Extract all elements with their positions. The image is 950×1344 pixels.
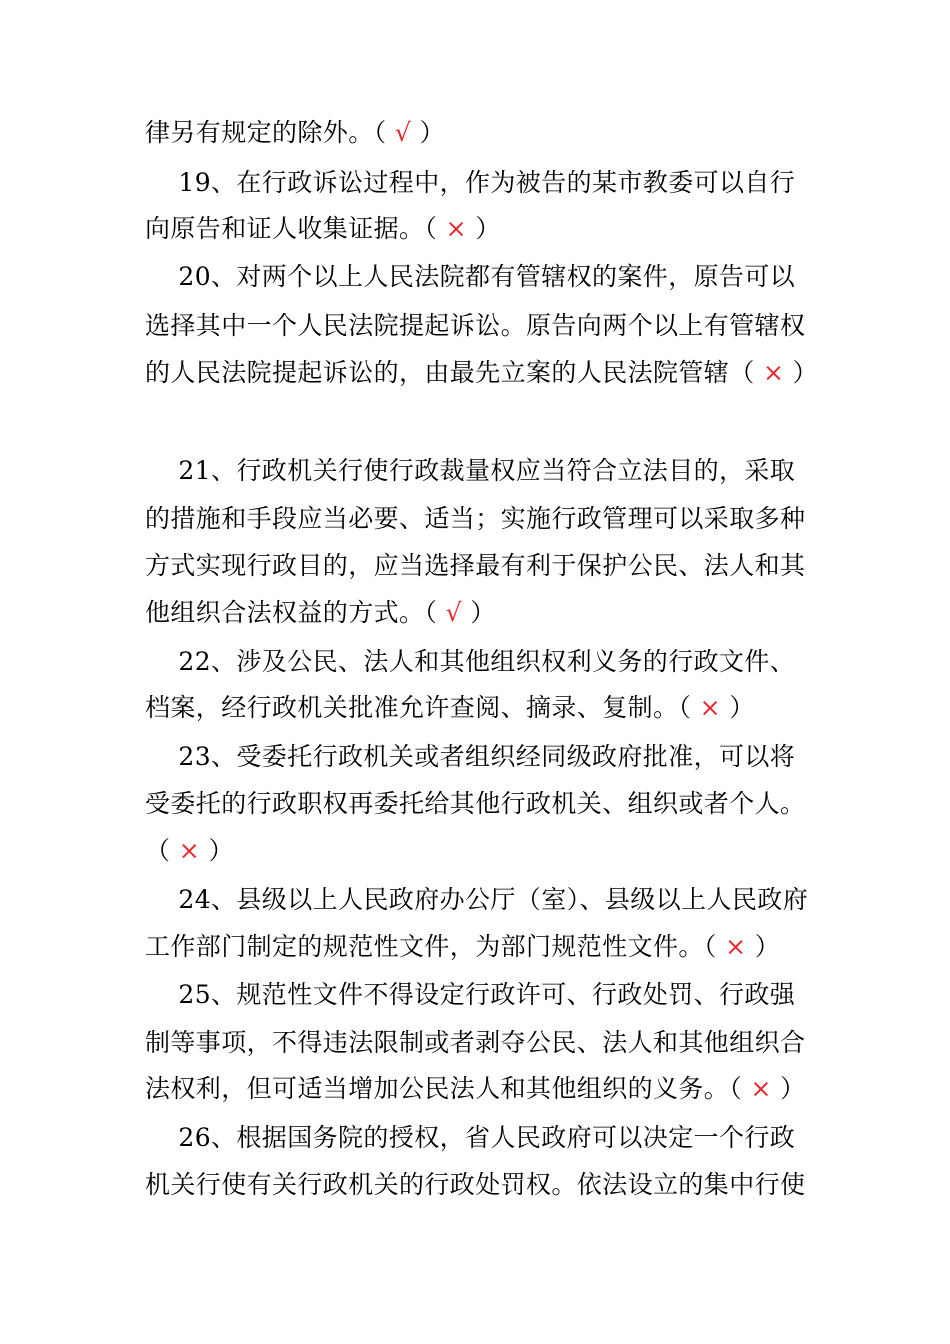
text-line — [145, 742, 795, 772]
correct-mark: √ — [445, 598, 462, 627]
question-21-text: 21、行政机关行使行政裁量权应当符合立法目的，采取 — [145, 456, 796, 485]
line-text-end: ） — [467, 214, 501, 243]
line-text-end: ） — [411, 118, 445, 147]
question-20-text: 20、对两个以上人民法院都有管辖权的案件，原告可以 — [145, 262, 796, 291]
text-line — [145, 836, 234, 866]
text-line — [145, 214, 501, 244]
line-text: 工作部门制定的规范性文件，为部门规范性文件。（ — [145, 932, 726, 961]
text-line — [145, 1074, 806, 1104]
question-19-text: 19、在行政诉讼过程中，作为被告的某市教委可以自行 — [145, 168, 796, 197]
text-line — [145, 1170, 805, 1200]
text-line — [145, 118, 445, 148]
question-22-text: 22、涉及公民、法人和其他组织权利义务的行政文件、 — [145, 647, 796, 676]
wrong-mark: × — [445, 214, 468, 243]
line-text-end: ） — [462, 598, 496, 627]
text-line — [145, 358, 818, 388]
text-line — [145, 932, 780, 962]
line-text: 律另有规定的除外。（ — [145, 118, 395, 147]
text-line — [145, 693, 755, 723]
text-line — [145, 598, 496, 628]
text-line — [145, 262, 795, 292]
line-text: 档案，经行政机关批准允许查阅、摘录、复制。（ — [145, 693, 700, 722]
line-text: 的措施和手段应当必要、适当；实施行政管理可以采取多种 — [145, 504, 806, 533]
text-line — [145, 311, 805, 341]
text-line — [145, 647, 795, 677]
correct-mark: √ — [394, 118, 412, 147]
wrong-mark: × — [762, 358, 785, 387]
line-text: （ — [145, 836, 179, 865]
line-text-end: ） — [771, 1074, 806, 1103]
line-text: 方式实现行政目的，应当选择最有利于保护公民、法人和其 — [145, 551, 806, 580]
text-line — [145, 1123, 795, 1153]
line-text-end: ） — [721, 693, 755, 722]
line-text: 制等事项，不得违法限制或者剥夺公民、法人和其他组织合 — [145, 1028, 806, 1057]
question-26-text: 26、根据国务院的授权，省人民政府可以决定一个行政 — [145, 1123, 796, 1152]
line-text: 受委托的行政职权再委托给其他行政机关、组织或者个人。 — [145, 789, 806, 818]
question-23-text: 23、受委托行政机关或者组织经同级政府批准，可以将 — [145, 742, 796, 771]
wrong-mark: × — [750, 1074, 772, 1103]
line-text: 法权利，但可适当增加公民法人和其他组织的义务。（ — [145, 1074, 751, 1103]
line-text-end: ） — [200, 836, 234, 865]
line-text: 的人民法院提起诉讼的，由最先立案的人民法院管辖（ — [145, 358, 763, 387]
text-line — [145, 551, 805, 581]
text-line — [145, 168, 795, 198]
question-25-text: 25、规范性文件不得设定行政许可、行政处罚、行政强 — [145, 980, 796, 1009]
text-line — [145, 456, 795, 486]
wrong-mark: × — [725, 932, 747, 961]
line-text: 向原告和证人收集证据。（ — [145, 214, 446, 243]
line-text: 他组织合法权益的方式。（ — [145, 598, 446, 627]
text-line — [145, 789, 805, 819]
line-text-end: ） — [746, 932, 781, 961]
question-24-text: 24、县级以上人民政府办公厅（室）、县级以上人民政府 — [145, 885, 809, 914]
line-text: 机关行使有关行政机关的行政处罚权。依法设立的集中行使 — [145, 1170, 806, 1199]
wrong-mark: × — [178, 836, 201, 865]
wrong-mark: × — [699, 693, 722, 722]
text-line — [145, 980, 795, 1010]
text-line — [145, 1028, 805, 1058]
text-line — [145, 504, 805, 534]
line-text-end: ） — [784, 358, 819, 387]
text-line — [145, 885, 808, 915]
line-text: 选择其中一个人民法院提起诉讼。原告向两个以上有管辖权 — [145, 311, 806, 340]
